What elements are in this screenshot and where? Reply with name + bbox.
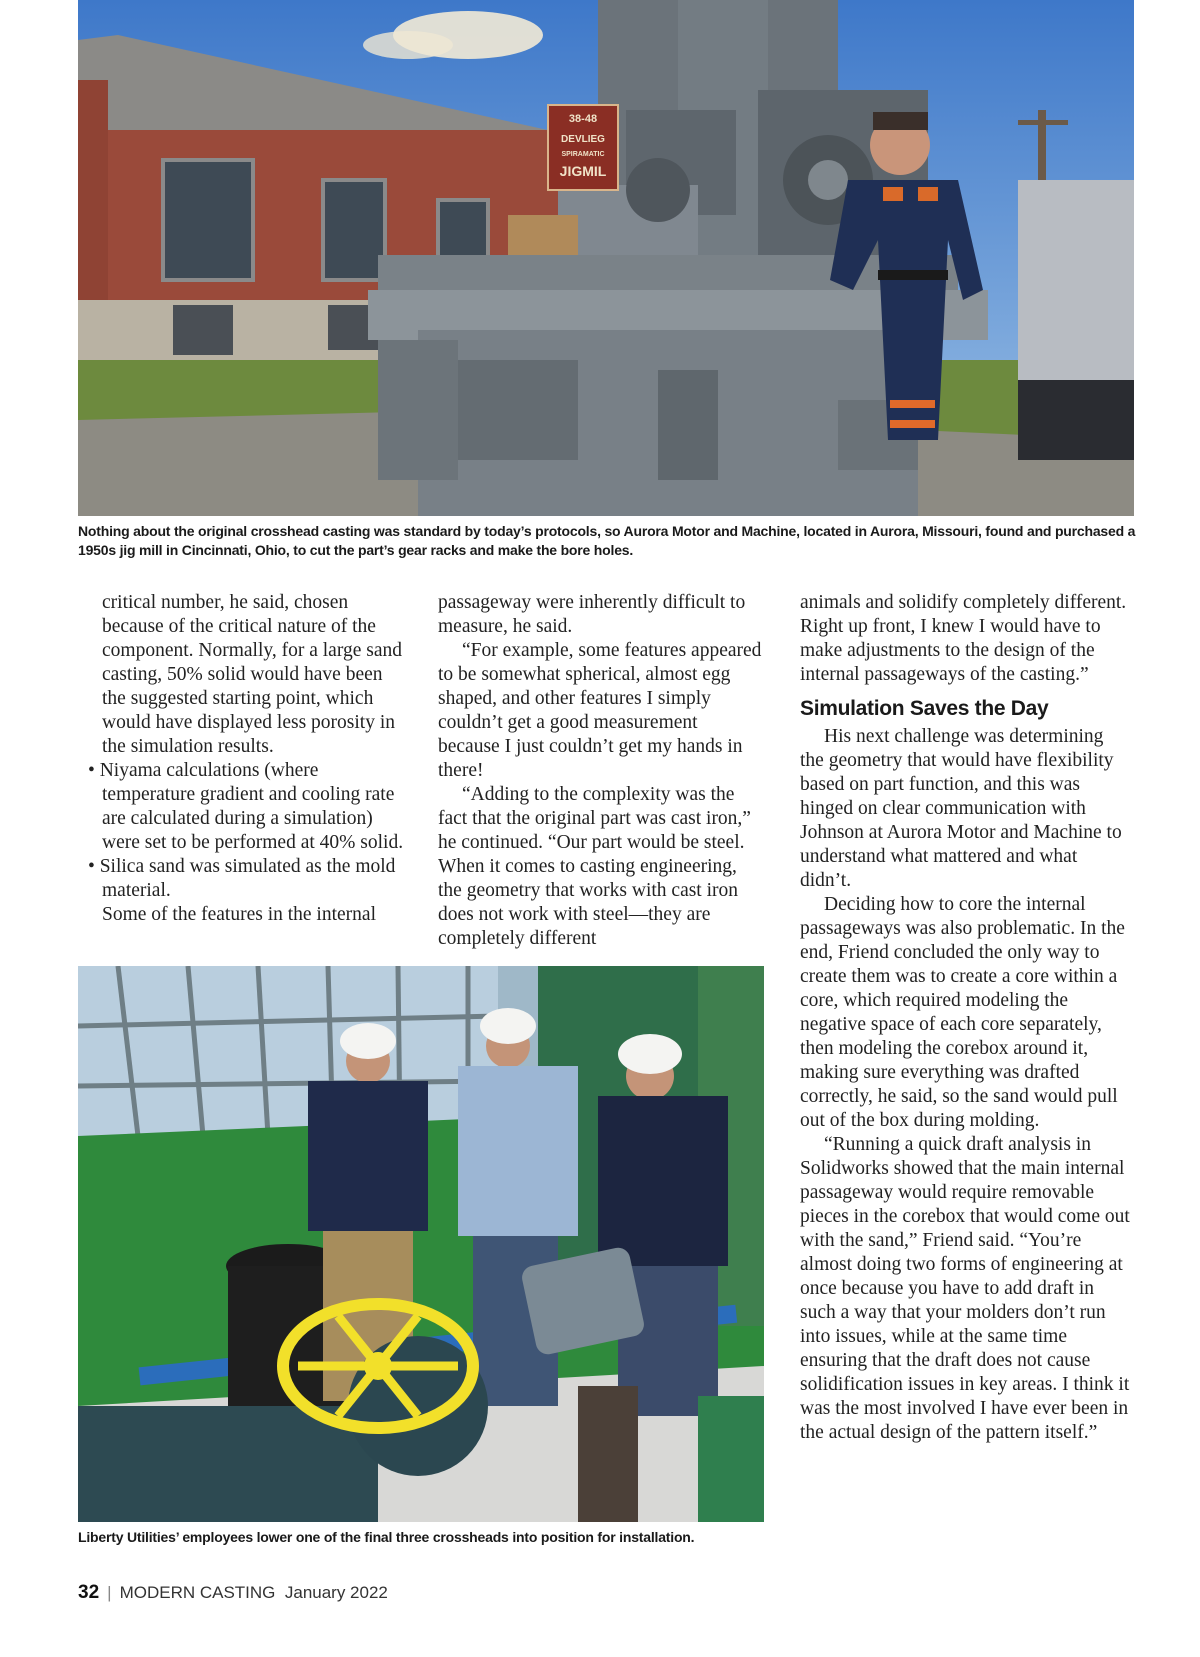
jig-mill-photo: [78, 0, 1134, 516]
footer-separator: |: [107, 1583, 112, 1602]
column2-paragraph-2: “For example, some features appeared to be somewhat spherical, almost egg shaped, and other features I simply couldn’t get a good measurement because I just couldn’t get my hands in there!: [438, 640, 762, 781]
column1-bullet-silica: • Silica sand was simulated as the mold material.: [88, 856, 396, 901]
column-2: [438, 591, 763, 951]
section-heading: Simulation Saves the Day: [800, 697, 1049, 720]
plate-subtitle: SPIRAMATIC: [561, 151, 605, 158]
issue-date: January 2022: [284, 1583, 388, 1602]
column1-paragraph-2: Some of the features in the internal: [102, 904, 376, 925]
column-1: [78, 591, 408, 927]
column3-paragraph-4: “Running a quick draft analysis in Solidworks showed that the main internal passageway would require removable pieces in the corebox that would come out with the sand,” Friend said. “You’re almost doing two forms of engineering at once because you have to add draft in such a way that your molders don’t run into issues, while at the same time ensuring that the draft does not cause solidification issues in key areas. I think it was the most involved I have ever been in the actual design of the pattern itself.”: [800, 1134, 1130, 1443]
column3-paragraph-3: Deciding how to core the internal passageways was also problematic. In the end, Friend concluded the only way to create them was to create a core within a core, which required modeling the negative space of each core separately, then modeling the corebox around it, making sure everything was drafted correctly, he said, so the sand would pull out of the box during molding.: [800, 894, 1125, 1131]
column1-paragraph-1: critical number, he said, chosen because of the critical nature of the component. Normally, for a large sand casting, 50% solid would have been the suggested starting point, which would have displayed less porosity in the simulation results.: [102, 592, 402, 757]
crosshead-install-photo: [78, 966, 764, 1522]
plate-brand: DEVLIEG: [561, 134, 605, 145]
column-3: [800, 591, 1130, 1445]
column3-paragraph-1: animals and solidify completely different. Right up front, I knew I would have to make adjustments to the design of the internal passageways of the casting.”: [800, 592, 1127, 685]
page-number: 32: [78, 1582, 100, 1603]
column3-paragraph-2: His next challenge was determining the geometry that would have flexibility based on part function, and this was hinged on clear communication with Johnson at Aurora Motor and Machine to understand what mattered and what didn’t.: [800, 726, 1122, 891]
plate-name: JIGMIL: [559, 163, 607, 179]
column2-paragraph-1: passageway were inherently difficult to measure, he said.: [438, 592, 746, 637]
column2-paragraph-3: “Adding to the complexity was the fact that the original part was cast iron,” he continued. “Our part would be steel. When it comes to casting engineering, the geometry that works with cast iron does not work with steel—they are completely different: [438, 784, 751, 949]
bottom-photo: [78, 966, 764, 1522]
plate-model: 38-48: [568, 113, 598, 125]
magazine-name: MODERN CASTING: [119, 1583, 276, 1602]
page-footer: [78, 1582, 388, 1604]
top-photo-caption: Nothing about the original crosshead casting was standard by today’s protocols, so Aurora Motor and Machine, located in Aurora, Missouri, found and purchased a 1950s jig mill in Cincinnati, Ohio, to cut the part’s gear racks and make the bore holes.: [78, 523, 1136, 558]
bottom-photo-caption: Liberty Utilities’ employees lower one of the final three crossheads into position for installation.: [78, 1529, 695, 1545]
column1-bullet-niyama: • Niyama calculations (where temperature gradient and cooling rate are calculated during a simulation) were set to be performed at 40% solid.: [88, 760, 404, 853]
top-photo: [78, 0, 1134, 516]
